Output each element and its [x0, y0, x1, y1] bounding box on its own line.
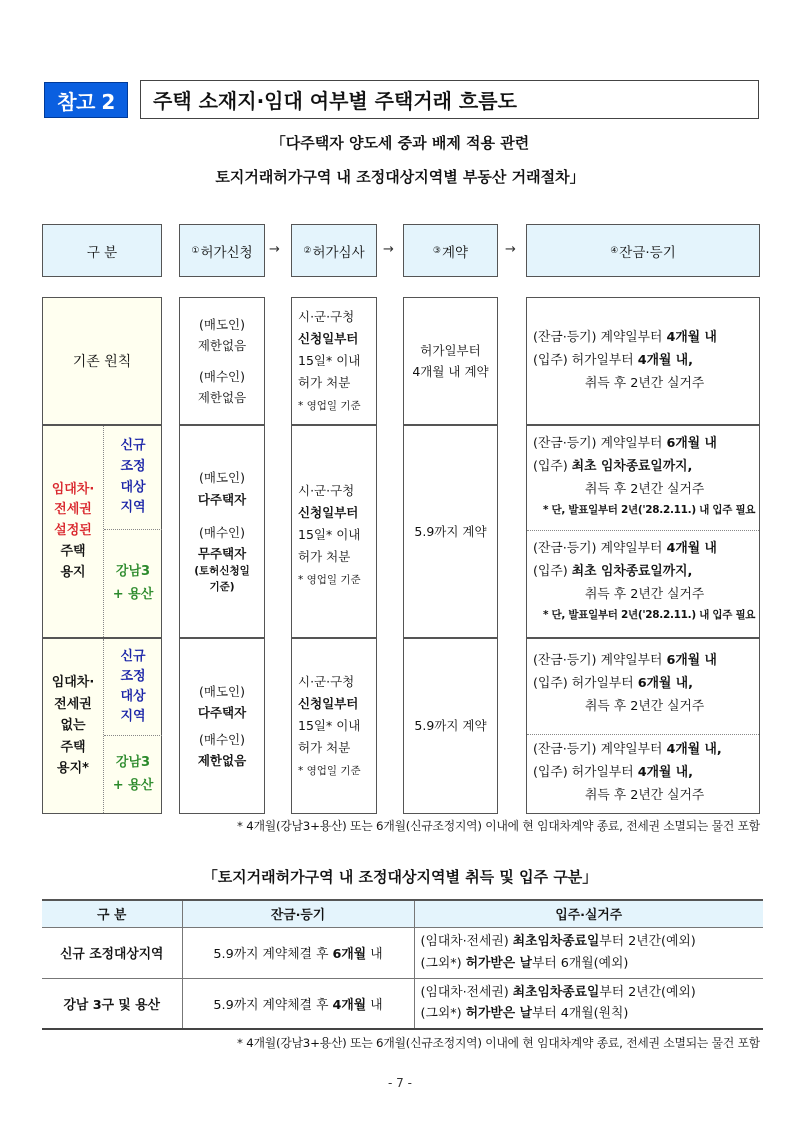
- baseline-apply-cell: [179, 297, 265, 425]
- reference-badge: 참고 2: [44, 82, 128, 118]
- review-line: 신청일부터: [298, 504, 359, 520]
- payment-deadline: 4개월 내: [666, 330, 717, 345]
- movein-note: * 단, 발표일부터 2년('28.2.11.) 내 입주 필요: [543, 609, 756, 622]
- step-number: ④: [610, 245, 619, 256]
- leased-main-label: [43, 426, 103, 637]
- leased-contract-cell: [403, 425, 498, 638]
- section1-footnote: * 4개월(강남3+용산) 또는 6개월(신규조정지역) 이내에 현 임대차계약 종료, 전세권 소멸되는 물건 포함: [237, 819, 760, 833]
- row-unleased-label: [42, 638, 162, 814]
- movein-tag: (그외*): [420, 955, 466, 971]
- movein-text: 부터 2년간(예외): [599, 984, 696, 1000]
- payment-tag: (잔금·등기): [533, 436, 597, 451]
- payment-text: 5.9까지 계약체결 후: [213, 997, 333, 1013]
- payment-text: 내: [366, 947, 383, 962]
- movein-tag: (그외*): [420, 1006, 466, 1022]
- review-line: 허가 처분: [298, 548, 351, 564]
- payment-cell: [182, 927, 414, 978]
- payment-deadline: 4개월 내,: [666, 742, 722, 757]
- buyer-note: (토허신청일: [194, 565, 250, 578]
- unleased-contract-cell: [403, 638, 498, 814]
- page-title-text: 주택 소재지·임대 여부별 주택거래 흐름도: [153, 89, 517, 113]
- payment-tag: (잔금·등기): [533, 742, 597, 757]
- label-line: 용지*: [57, 761, 89, 777]
- residency-requirement: 취득 후 2년간 실거주: [585, 699, 705, 715]
- movein-deadline: 6개월 내,: [637, 676, 693, 692]
- flow-header-review: [291, 224, 377, 277]
- column-header: 구 분: [42, 900, 182, 927]
- step-number: ①: [191, 245, 200, 256]
- baseline-contract-cell: [403, 297, 498, 425]
- column-header: 잔금·등기: [182, 900, 414, 927]
- row-label: 기존 원칙: [72, 354, 132, 370]
- movein-tag: (임대차·전세권): [420, 933, 513, 949]
- review-note: * 영업일 기준: [298, 573, 361, 586]
- movein-text: 부터 2년간(예외): [599, 933, 696, 949]
- label-line: 임대차·: [51, 675, 95, 691]
- table-header-row: [42, 900, 763, 927]
- label-line: 주택: [60, 739, 86, 755]
- label-line: 주택: [60, 543, 86, 559]
- movein-text: 최초 임차종료일까지,: [571, 564, 693, 580]
- flow-header-label: 잔금·등기: [619, 244, 676, 261]
- buyer-value: 제한없음: [197, 753, 247, 769]
- review-line: 시·군·구청: [298, 483, 355, 498]
- movein-note: * 단, 발표일부터 2년('28.2.11.) 내 입주 필요: [543, 504, 756, 517]
- label-line: 조정: [120, 458, 146, 474]
- review-note: * 영업일 기준: [298, 764, 361, 777]
- contract-line: 5.9까지 계약: [414, 718, 487, 734]
- payment-deadline: 4개월: [332, 997, 367, 1013]
- movein-cell: [414, 927, 763, 978]
- review-note: * 영업일 기준: [298, 399, 361, 412]
- table-row: [42, 927, 763, 978]
- unleased-main-label: [43, 639, 103, 813]
- seller-tag: (매도인): [199, 470, 245, 486]
- row-baseline-label: [42, 297, 162, 425]
- label-line: 지역: [120, 500, 146, 516]
- leased-payment-new-zone: [527, 426, 759, 530]
- review-line: 신청일부터: [298, 695, 359, 711]
- label-line: 강남3: [115, 564, 151, 580]
- review-line: 허가 처분: [298, 739, 351, 755]
- payment-deadline: 6개월 내: [666, 653, 717, 668]
- label-line: + 용산: [112, 586, 154, 602]
- review-line: 15일* 이내: [298, 717, 361, 733]
- baseline-payment-cell: [526, 297, 760, 425]
- movein-text: 부터 4개월(원칙): [531, 1006, 629, 1022]
- movein-key: 허가받은 날: [465, 955, 532, 971]
- seller-value: 제한없음: [197, 337, 247, 353]
- sub-label-gangnam: [104, 735, 162, 813]
- movein-deadline: 4개월 내,: [637, 353, 693, 369]
- payment-deadline: 6개월 내: [666, 436, 717, 451]
- movein-deadline: 4개월 내,: [637, 765, 693, 781]
- review-line: 시·군·구청: [298, 309, 355, 324]
- label-line: 전세권: [54, 696, 92, 712]
- label-line: 임대차·: [51, 481, 95, 497]
- label-line: 설정된: [54, 523, 92, 539]
- seller-value: 다주택자: [197, 704, 247, 720]
- label-line: 신규: [120, 437, 146, 453]
- payment-tag: (잔금·등기): [533, 330, 597, 345]
- baseline-review-cell: [291, 297, 377, 425]
- unleased-payment-new-zone: [527, 639, 759, 734]
- movein-cell: [414, 978, 763, 1029]
- review-line: 15일* 이내: [298, 352, 361, 368]
- payment-text: 계약일부터: [600, 436, 663, 451]
- contract-line: 4개월 내 계약: [412, 364, 489, 379]
- section1-title-line2: 토지거래허가구역 내 조정대상지역별 부동산 거래절차」: [215, 168, 585, 186]
- payment-deadline: 6개월: [332, 947, 367, 962]
- column-header: 입주·실거주: [414, 900, 763, 927]
- payment-text: 계약일부터: [600, 330, 663, 345]
- category-cell: 신규 조정대상지역: [42, 927, 182, 978]
- movein-tag: (입주): [533, 676, 568, 692]
- residency-requirement: 취득 후 2년간 실거주: [585, 482, 705, 498]
- seller-tag: (매도인): [199, 316, 245, 332]
- movein-tag: (입주): [533, 765, 568, 781]
- label-line: 지역: [120, 709, 146, 725]
- review-line: 허가 처분: [298, 374, 351, 390]
- unleased-review-cell: [291, 638, 377, 814]
- row-leased-label: [42, 425, 162, 638]
- flow-header-category: [42, 224, 162, 277]
- unleased-apply-cell: [179, 638, 265, 814]
- leased-sub-labels: [103, 426, 162, 637]
- arrow-icon: →: [269, 242, 280, 257]
- label-line: 신규: [120, 648, 146, 664]
- category-cell: 강남 3구 및 용산: [42, 978, 182, 1029]
- movein-tag: (임대차·전세권): [420, 984, 513, 1000]
- table-row: [42, 978, 763, 1029]
- step-number: ③: [432, 245, 441, 256]
- review-line: 신청일부터: [298, 330, 359, 346]
- buyer-value: 무주택자: [197, 546, 247, 561]
- movein-tag: (입주): [533, 564, 568, 580]
- buyer-tag: (매수인): [199, 524, 245, 540]
- arrow-icon: →: [505, 242, 516, 257]
- label-line: 강남3: [115, 755, 151, 771]
- page-title: [140, 80, 759, 119]
- review-line: 15일* 이내: [298, 526, 361, 542]
- seller-tag: (매도인): [199, 683, 245, 699]
- section2-title: 「토지거래허가구역 내 조정대상지역별 취득 및 입주 구분」: [202, 868, 598, 886]
- buyer-tag: (매수인): [199, 732, 245, 747]
- payment-text: 5.9까지 계약체결 후: [213, 947, 333, 962]
- movein-text: 허가일부터: [571, 353, 634, 369]
- movein-text: 부터 6개월(예외): [531, 955, 629, 971]
- section1-title-line1: 「다주택자 양도세 중과 배제 적용 관련: [270, 134, 530, 152]
- sub-label-new-zone: [104, 426, 162, 529]
- flow-header-label: 구 분: [86, 244, 118, 261]
- section2-footnote: * 4개월(강남3+용산) 또는 6개월(신규조정지역) 이내에 현 임대차계약 종료, 전세권 소멸되는 물건 포함: [237, 1036, 760, 1050]
- seller-value: 다주택자: [197, 491, 247, 507]
- sub-label-gangnam: [104, 529, 162, 637]
- payment-text: 계약일부터: [600, 541, 663, 556]
- page-number: - 7 -: [388, 1076, 412, 1090]
- flow-header-contract: [403, 224, 498, 277]
- buyer-note: 기준): [209, 581, 235, 593]
- flow-header-payment: [526, 224, 760, 277]
- acquisition-movein-table: [42, 899, 763, 1030]
- label-line: 없는: [60, 718, 86, 734]
- movein-text: 허가일부터: [571, 676, 634, 692]
- leased-apply-cell: [179, 425, 265, 638]
- arrow-icon: →: [383, 242, 394, 257]
- unleased-payment-cell: [526, 638, 760, 814]
- residency-requirement: 취득 후 2년간 실거주: [585, 587, 705, 603]
- movein-text: 최초 임차종료일까지,: [571, 459, 693, 475]
- leased-review-cell: [291, 425, 377, 638]
- label-line: + 용산: [112, 777, 154, 793]
- review-line: 시·군·구청: [298, 674, 355, 689]
- residency-requirement: 취득 후 2년간 실거주: [585, 376, 705, 392]
- step-number: ②: [303, 245, 312, 256]
- payment-tag: (잔금·등기): [533, 653, 597, 668]
- flow-header-label: 계약: [441, 244, 469, 261]
- unleased-payment-gangnam: [527, 734, 759, 813]
- payment-cell: [182, 978, 414, 1029]
- flow-header-label: 허가심사: [312, 244, 365, 261]
- payment-text: 계약일부터: [600, 742, 663, 757]
- contract-line: 허가일부터: [420, 342, 481, 358]
- movein-tag: (입주): [533, 459, 568, 475]
- sub-label-new-zone: [104, 639, 162, 735]
- label-line: 대상: [120, 689, 146, 704]
- residency-requirement: 취득 후 2년간 실거주: [585, 788, 705, 804]
- payment-deadline: 4개월 내: [666, 541, 717, 556]
- leased-payment-cell: [526, 425, 760, 638]
- flow-header-apply: [179, 224, 265, 277]
- movein-key: 최초임차종료일: [512, 984, 600, 1000]
- label-line: 대상: [120, 479, 146, 495]
- label-line: 용지: [60, 564, 86, 580]
- contract-line: 5.9까지 계약: [414, 523, 487, 539]
- movein-tag: (입주): [533, 353, 568, 369]
- unleased-sub-labels: [103, 639, 162, 813]
- flow-header-label: 허가신청: [200, 244, 253, 261]
- movein-text: 허가일부터: [571, 765, 634, 781]
- movein-key: 최초임차종료일: [512, 933, 600, 949]
- buyer-tag: (매수인): [199, 369, 245, 384]
- payment-text: 내: [366, 997, 383, 1013]
- buyer-value: 제한없음: [197, 390, 247, 406]
- payment-text: 계약일부터: [600, 653, 663, 668]
- label-line: 조정: [120, 668, 146, 684]
- label-line: 전세권: [54, 502, 92, 518]
- movein-key: 허가받은 날: [465, 1006, 532, 1022]
- leased-payment-gangnam: [527, 530, 759, 637]
- payment-tag: (잔금·등기): [533, 541, 597, 556]
